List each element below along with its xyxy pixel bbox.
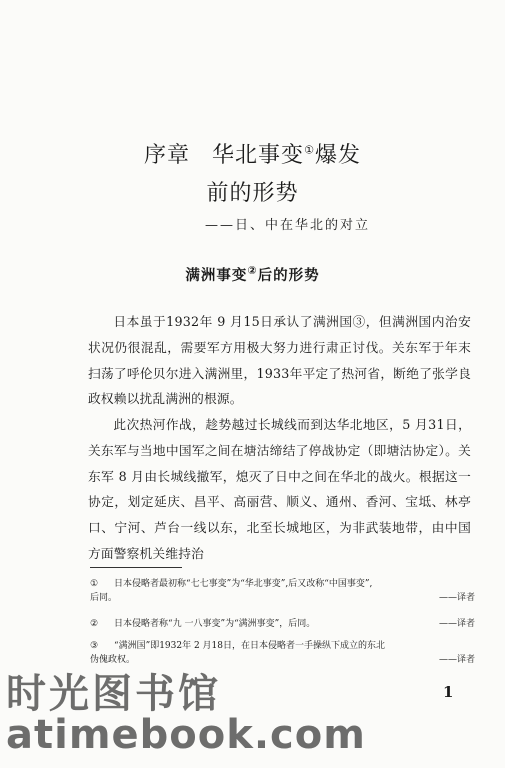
footnote-text: “满洲国”即1932年 2 月18日，在日本侵略者一手操纵下成立的东北 bbox=[114, 641, 386, 651]
section-heading bbox=[0, 264, 505, 285]
footnote-divider bbox=[90, 567, 182, 568]
watermark-url: atimebook.com bbox=[6, 712, 366, 758]
footnote-1 bbox=[90, 577, 475, 605]
watermark-chinese: 时光图书馆 bbox=[6, 671, 221, 717]
footnote-2 bbox=[90, 617, 475, 631]
footnote-text-cont: 伪傀政权。 bbox=[90, 655, 136, 665]
footnote-mark: ② bbox=[90, 619, 99, 629]
chapter-title-end: 爆发 bbox=[314, 143, 361, 168]
paragraph-text: 此次热河作战，趁势越过长城线而到达华北地区，5 月31日，关东军与当地中国军之间在塘沽缔结了停战协定（即塘沽协定）。关东军 8 月由长城线撤军，熄灭了日中之间在华北的战火。根据这一协定，划定延庆、昌平、高丽营、顺义、通州、香河、宝坻、林亭口、宁河、芦台一线以东，北至长城地区，为非武装地带，由中国方面警察机关维持治 bbox=[88, 417, 471, 561]
footnote-ref-2: ② bbox=[247, 264, 258, 278]
chapter-title-main: 华北事变 bbox=[212, 143, 305, 168]
page-number: 1 bbox=[443, 683, 454, 701]
footnote-text-cont: 后同。 bbox=[90, 593, 118, 603]
footnote-text: 日本侵略者称“九 一八事变”为“满洲事变”，后同。 bbox=[114, 619, 316, 629]
footnote-text: 日本侵略者最初称“七七事变”为“华北事变”,后又改称“中国事变”, bbox=[114, 579, 373, 589]
chapter-title bbox=[0, 138, 505, 169]
chapter-label: 序章 bbox=[144, 143, 191, 168]
body-paragraph-1 bbox=[88, 309, 471, 412]
body-paragraph-2 bbox=[88, 412, 471, 567]
footnote-ref-1: ① bbox=[304, 143, 315, 157]
footnote-mark: ③ bbox=[90, 641, 99, 651]
section-heading-a: 满洲事变 bbox=[185, 268, 248, 284]
footnote-sign: ——译者 bbox=[438, 593, 475, 603]
footnote-mark: ① bbox=[90, 579, 99, 589]
chapter-title-line2: 前的形势 bbox=[206, 181, 299, 206]
footnote-sign: ——译者 bbox=[438, 655, 475, 665]
footnote-sign: ——译者 bbox=[438, 619, 475, 629]
section-heading-b: 后的形势 bbox=[257, 268, 320, 284]
chapter-subtitle: ——日、中在华北的对立 bbox=[205, 218, 371, 233]
paragraph-text: 日本虽于1932年 9 月15日承认了满洲国③，但满洲国内治安状况仍很混乱，需要军方用极大努力进行肃正讨伐。关东军于年末扫荡了呼伦贝尔进入满洲里，1933年平定了热河省，断绝了张学良政权赖以扰乱满洲的根源。 bbox=[88, 314, 471, 407]
